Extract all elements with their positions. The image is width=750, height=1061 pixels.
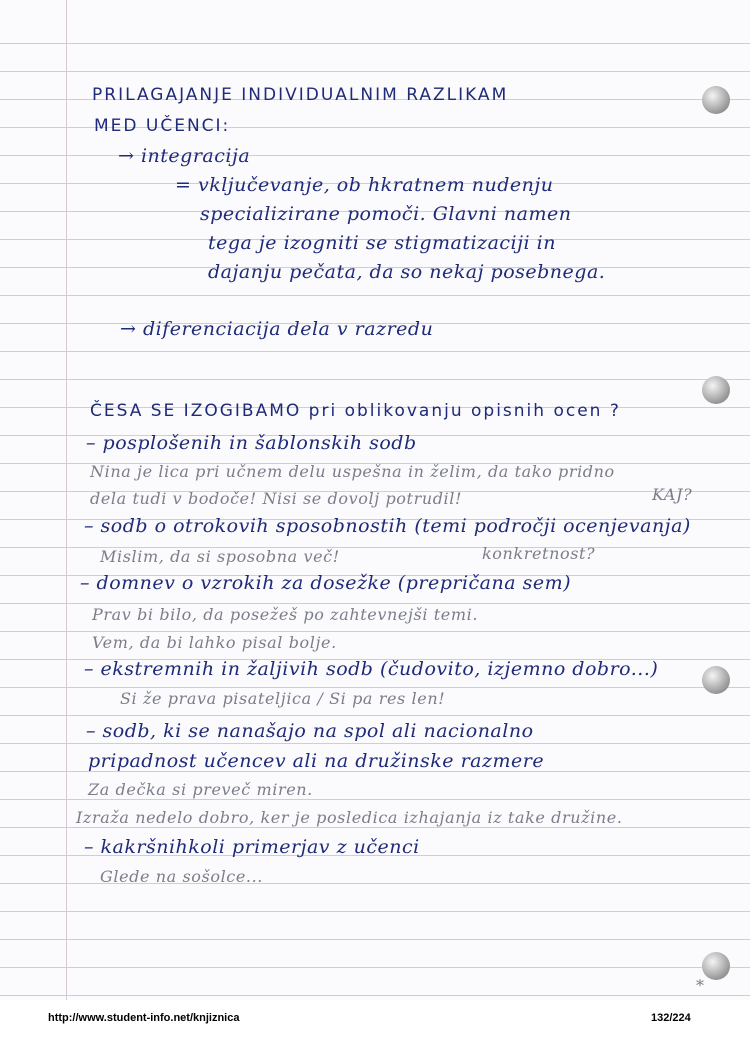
integration-definition: tega je izogniti se stigmatizaciji in: [208, 232, 556, 254]
example-text: Mislim, da si sposobna več!: [100, 547, 340, 566]
question-heading: ČESA SE IZOGIBAMO pri oblikovanju opisnih ocen ?: [90, 401, 621, 421]
integration-heading: → integracija: [118, 145, 251, 167]
example-text: Glede na sošolce...: [100, 867, 263, 886]
integration-definition: specializirane pomoči. Glavni namen: [200, 203, 572, 225]
example-text: Prav bi bilo, da posežeš po zahtevnejši temi.: [92, 605, 479, 624]
punch-hole: [702, 952, 730, 980]
margin-line: [66, 0, 67, 1000]
footer-url[interactable]: http://www.student-info.net/knjiznica: [48, 1012, 240, 1024]
list-item: – ekstremnih in žaljivih sodb (čudovito, izjemno dobro...): [84, 658, 659, 680]
heading-line-2: MED UČENCI:: [94, 116, 231, 136]
list-item: – posplošenih in šablonskih sodb: [86, 432, 417, 454]
heading-line-1: PRILAGAJANJE INDIVIDUALNIM RAZLIKAM: [92, 85, 509, 105]
integration-definition: = vključevanje, ob hkratnem nudenju: [175, 174, 554, 196]
integration-definition: dajanju pečata, da so nekaj posebnega.: [208, 261, 606, 283]
punch-hole: [702, 666, 730, 694]
margin-comment: konkretnost?: [482, 544, 596, 563]
footer-page-number: 132/224: [651, 1012, 691, 1024]
punch-hole: [702, 86, 730, 114]
example-text: Za dečka si preveč miren.: [88, 780, 313, 799]
list-item: – sodb o otrokovih sposobnostih (temi področji ocenjevanja): [84, 515, 691, 537]
example-text: Nina je lica pri učnem delu uspešna in želim, da tako pridno: [90, 462, 615, 481]
example-text: dela tudi v bodoče! Nisi se dovolj potrudil!: [90, 489, 463, 508]
list-item: – kakršnihkoli primerjav z učenci: [84, 836, 420, 858]
margin-comment: KAJ?: [652, 485, 693, 504]
example-text: Vem, da bi lahko pisal bolje.: [92, 633, 337, 652]
list-item: – domnev o vzrokih za dosežke (prepričana sem): [80, 572, 572, 594]
example-text: Izraža nedelo dobro, ker je posledica izhajanja iz take družine.: [76, 808, 623, 827]
differentiation-heading: → diferenciacija dela v razredu: [120, 318, 434, 340]
list-item-continuation: pripadnost učencev ali na družinske razmere: [88, 750, 545, 772]
corner-mark: *: [696, 976, 705, 995]
example-text: Si že prava pisateljica / Si pa res len!: [120, 689, 446, 708]
list-item: – sodb, ki se nanašajo na spol ali nacionalno: [86, 720, 534, 742]
punch-hole: [702, 376, 730, 404]
